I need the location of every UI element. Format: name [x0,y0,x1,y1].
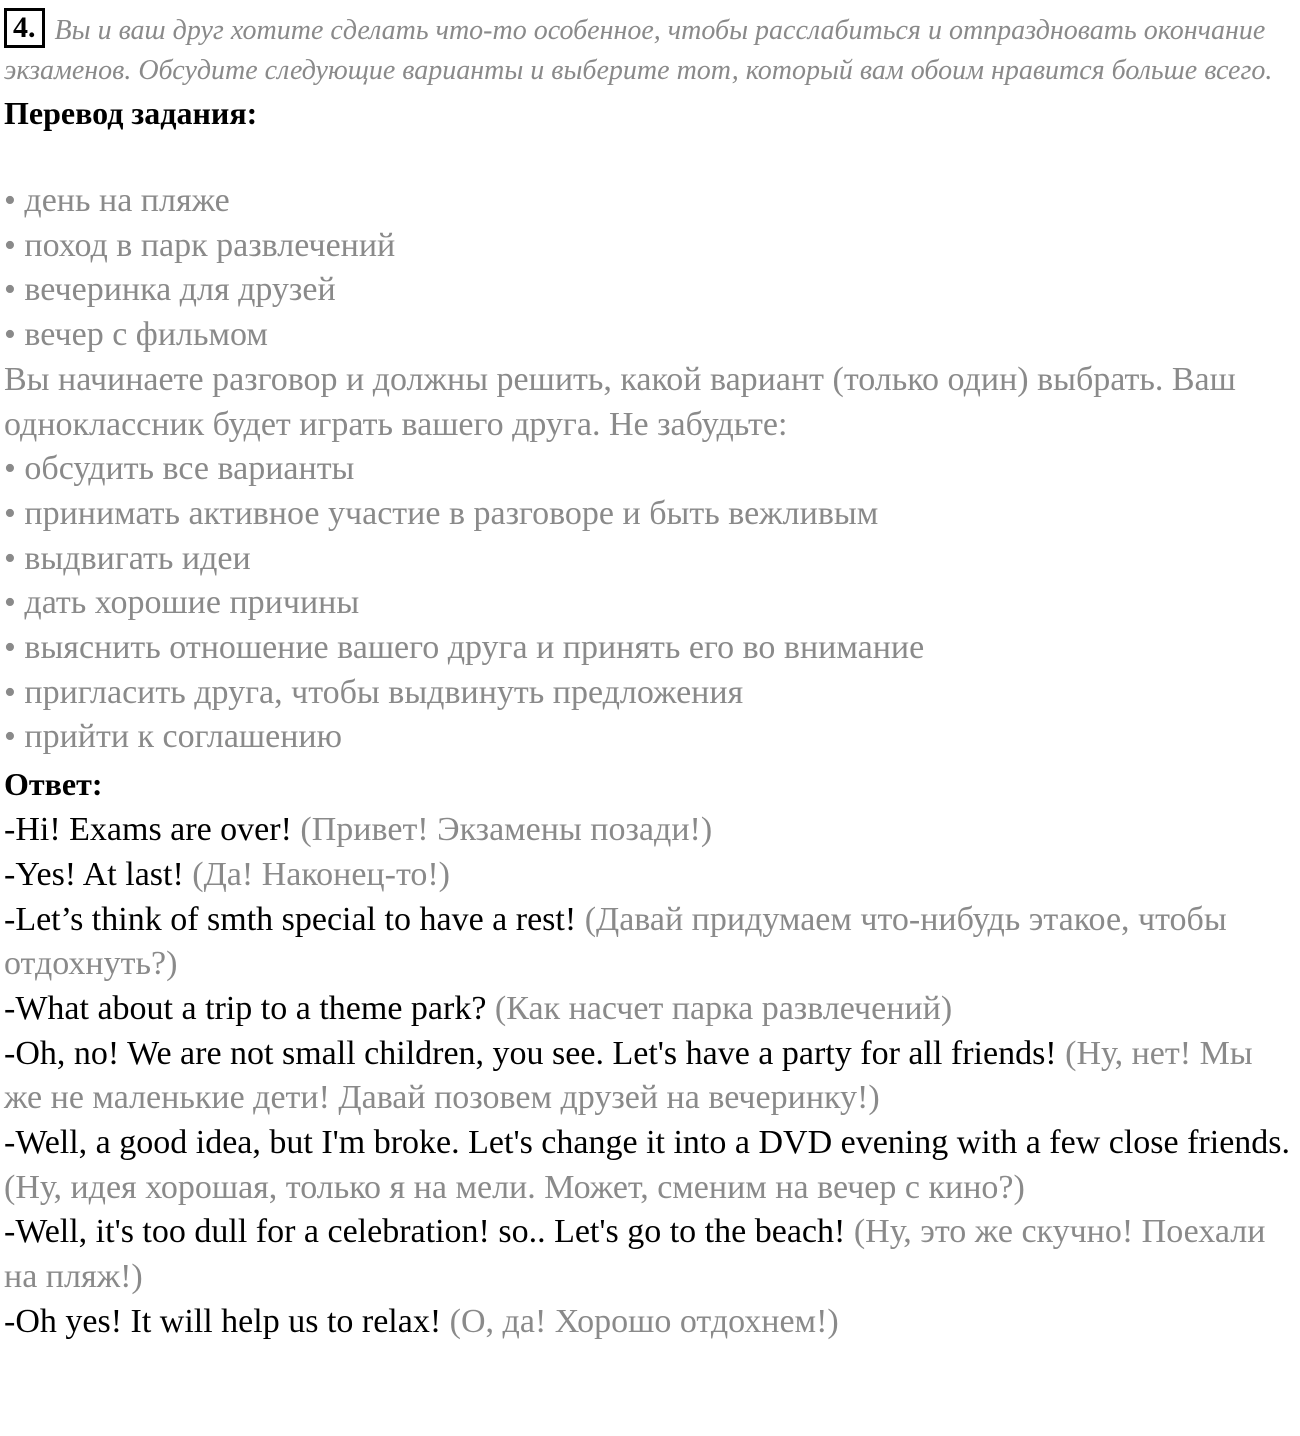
option-item: • день на пляже [4,182,230,219]
task-number: 4. [4,8,45,48]
instructions-text: Вы начинаете разговор и должны решить, какой вариант (только один) выбрать. Ваш одноклассник будет играть вашего друга. Не забудьте: [4,360,1236,443]
dialog-english: -Oh yes! It will help us to relax! [4,1302,442,1340]
requirement-item: • дать хорошие причины [4,584,360,622]
page [4,8,1296,1345]
requirement-item: • выяснить отношение вашего друга и принять его во внимание [4,629,925,667]
dialog-line [4,987,1296,1032]
dialog-russian: (О, да! Хорошо отдохнем!) [449,1302,839,1340]
dialog-russian: (Да! Наконец-то!) [192,855,451,893]
task-text: Вы и ваш друг хотите сделать что-то особенное, чтобы расслабиться и отпраздновать окончание экзаменов. Обсудите следующие варианты и выберите тот, который вам обоим нравится больше всего. [4,15,1273,86]
requirement-item: • прийти к соглашению [4,718,342,756]
dialog-russian: (Ну, это же скучно! Поехали на пляж!) [4,1213,1266,1296]
dialog-line [4,1300,1296,1345]
requirement-item: • выдвигать идеи [4,539,251,577]
dialog-english: -Yes! At last! [4,855,184,893]
dialog-english: -Hi! Exams are over! [4,811,292,849]
dialog-english: -What about a trip to a theme park? [4,989,487,1027]
option-item: • вечеринка для друзей [4,271,336,309]
dialog-russian: (Как насчет парка развлечений) [494,989,953,1027]
option-item: • вечер с фильмом [4,316,268,354]
translation-heading: Перевод задания: [4,95,258,131]
dialog-line [4,898,1296,987]
dialog-line [4,1032,1296,1121]
dialog-line [4,808,1296,853]
requirements-list [4,447,1296,760]
options-list [4,179,1296,358]
dialog-list [4,808,1296,1344]
dialog-line [4,1210,1296,1299]
requirement-item: • принимать активное участие в разговоре и быть вежливым [4,494,879,532]
dialog-english: -Well, a good idea, but I'm broke. Let's change it into a DVD evening with a few close friends. [4,1124,1291,1162]
dialog-russian: (Ну, идея хорошая, только я на мели. Может, сменим на вечер с кино?) [4,1168,1025,1206]
dialog-english: -Let’s think of smth special to have a rest! [4,900,577,938]
dialog-russian: (Давай придумаем что-нибудь этакое, чтобы отдохнуть?) [4,900,1227,983]
dialog-english: -Well, it's too dull for a celebration! so.. Let's go to the beach! [4,1213,846,1251]
dialog-english: -Oh, no! We are not small children, you see. Let's have a party for all friends! [4,1034,1057,1072]
dialog-line [4,1121,1296,1210]
requirement-item: • обсудить все варианты [4,450,355,488]
answer-heading: Ответ: [4,766,103,803]
task-paragraph [4,8,1296,91]
option-item: • поход в парк развлечений [4,226,396,264]
spacer [4,135,1296,179]
dialog-russian: (Ну, нет! Мы же не маленькие дети! Давай позовем друзей на вечеринку!) [4,1034,1253,1117]
dialog-line [4,853,1296,898]
requirement-item: • пригласить друга, чтобы выдвинуть предложения [4,673,744,711]
dialog-russian: (Привет! Экзамены позади!) [300,811,713,849]
